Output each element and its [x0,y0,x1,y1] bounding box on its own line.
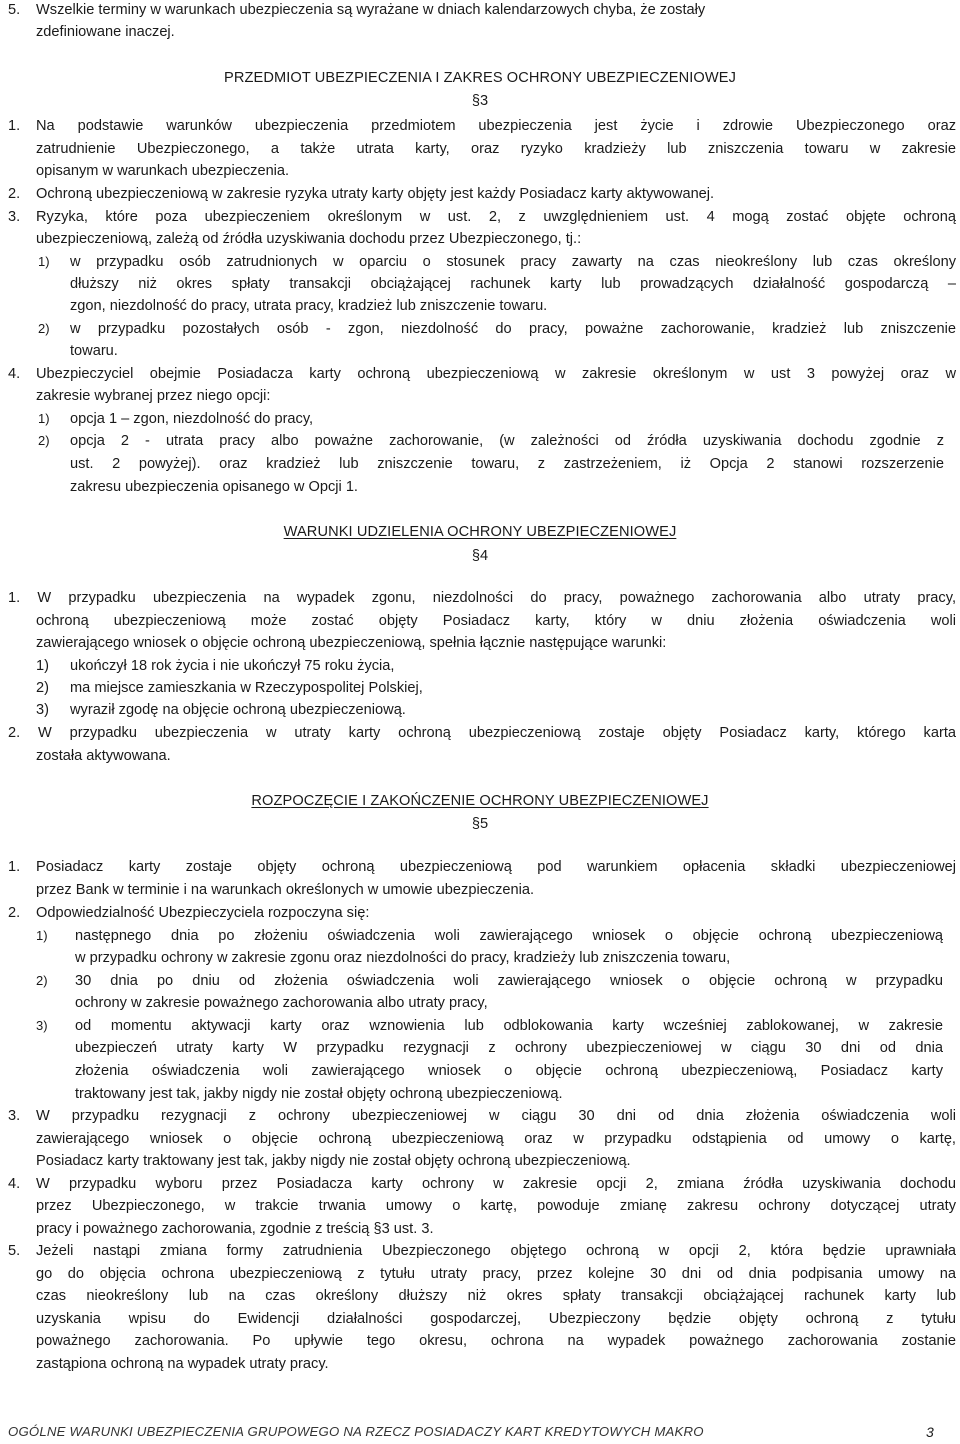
paragraph-line: traktowany jest tak, jakby nigdy nie został objęty ochroną ubezpieczeniową. [75,1086,563,1102]
section-heading: ROZPOCZĘCIE I ZAKOŃCZENIE OCHRONY UBEZPIECZENIOWEJ [251,793,709,809]
sublist-number: 1) [36,928,48,943]
paragraph-line: Ryzyka, które poza ubezpieczeniem określonym w ust. 2, z uwzględnieniem ust. 4 mogą zostać objęte ochroną [36,209,956,225]
paragraph-line: przez Ubezpieczonego, w trakcie trwania umowy o kartę, powoduje zmianę zakresu ochrony dotyczącej utraty [36,1198,956,1214]
paragraph-line: poważnego zachorowania. Po upływie tego okresu, ochrona na wypadek poważnego zachorowania zostanie [36,1333,956,1349]
paragraph-line: go do objęcia ochrona ubezpieczeniową z tytułu utraty pracy, przez kolejne 30 dni od dnia podpisania umowy na [36,1266,956,1282]
list-number: 5. [8,1243,21,1259]
paragraph-line: ochrony w zakresie poważnego zachorowania albo utraty pracy, [75,995,488,1011]
sublist-number: 2) [36,680,49,696]
list-number: 5. [8,2,21,18]
paragraph-line: opcja 2 - utrata pracy albo poważne zachorowanie, (w zależności od źródła uzyskiwania dochodu zgodnie z [70,433,944,449]
paragraph-line: Odpowiedzialność Ubezpieczyciela rozpoczyna się: [36,905,370,921]
list-number: 3. [8,1108,21,1124]
section-number: §3 [471,93,489,109]
paragraph-line: pracy i poważnego zachorowania, zgodnie z treścią §3 ust. 3. [36,1221,434,1237]
list-number: 3. [8,209,21,225]
paragraph-line: towaru. [70,343,118,359]
paragraph-line: opcja 1 – zgon, niezdolność do pracy, [70,411,314,427]
page-footer: OGÓLNE WARUNKI UBEZPIECZENIA GRUPOWEGO NA RZECZ POSIADACZY KART KREDYTOWYCH MAKRO [8,1424,704,1439]
paragraph-line: W przypadku rezygnacji z ochrony ubezpieczeniowej w ciągu 30 dni od dnia złożenia oświadczenia woli [36,1108,956,1124]
paragraph-line: w przypadku ochrony w zakresie zgonu oraz niezdolności do pracy, kradzieży lub zniszczenia towaru, [75,950,731,966]
paragraph-line: Posiadacz karty traktowany jest tak, jakby nigdy nie został objęty ochroną ubezpieczeniową. [36,1153,631,1169]
text: Wszelkie terminy w warunkach ubezpieczenia są wyrażane w dniach kalendarzowych chyba, że zostały [36,2,706,18]
page-number: 3 [926,1424,934,1440]
paragraph-line: ubezpieczeń utraty karty W przypadku rezygnacji z ochrony ubezpieczeniowej w ciągu 30 dni od dnia [75,1040,943,1056]
paragraph-line: zakresie wybranej przez niego opcji: [36,388,271,404]
paragraph-line: czas nieokreślony lub na czas określony dłuższy niż okres spłaty transakcji obciążającej rachunek karty lub [36,1288,956,1304]
paragraph-line: od momentu aktywacji karty oraz wznowienia lub odblokowania karty wcześniej zablokowanej, w zakresie [75,1018,943,1034]
paragraph-line: 2. W przypadku ubezpieczenia w utraty karty ochroną ubezpieczeniową zostaje objęty Posiadacz karty, którego karta [8,725,956,741]
list-number: 4. [8,1176,21,1192]
paragraph-line: w przypadku pozostałych osób - zgon, niezdolność do pracy, poważne zachorowanie, kradzież lub zniszczenie [70,321,956,337]
paragraph-line: zastąpiona ochroną na wypadek utraty pracy. [36,1356,329,1372]
sublist-number: 2) [38,433,50,448]
section-heading: PRZEDMIOT UBEZPIECZENIA I ZAKRES OCHRONY UBEZPIECZENIOWEJ [224,70,736,86]
list-number: 2. [8,905,21,921]
paragraph-line: zdefiniowane inaczej. [36,24,175,40]
paragraph-line: Jeżeli nastąpi zmiana formy zatrudnienia Ubezpieczonego objętego ochroną w opcji 2, która będzie uprawniała [36,1243,956,1259]
paragraph-line: ust. 2 powyżej). oraz kradzież lub zniszczenie towaru, z zastrzeżeniem, iż Opcja 2 stanowi rozszerzenie [70,456,944,472]
paragraph-line: uzyskania wpisu do Ewidencji działalności gospodarczej, Ubezpieczony będzie objęty ochroną z tytułu [36,1311,956,1327]
paragraph-line: wyraził zgodę na objęcie ochroną ubezpieczeniową. [70,702,406,718]
paragraph-line [36,0,956,20]
paragraph-line: ubezpieczeniową, zależą od źródła uzyskiwania dochodu przez Ubezpieczonego, tj.: [36,231,582,247]
paragraph-line: 30 dnia po dniu od złożenia oświadczenia woli zawierającego wniosek o objęcie ochroną w przypadku [75,973,943,989]
paragraph-line: 1. W przypadku ubezpieczenia na wypadek zgonu, niezdolności do pracy, poważnego zachorowania albo utraty pracy, [8,590,956,606]
paragraph-line: złożenia oświadczenia woli zawierającego wniosek o objęcie ochroną ubezpieczeniową, Posiadacz karty [75,1063,943,1079]
sublist-number: 2) [36,973,48,988]
paragraph-line: zawierającego wniosek o objęcie ochroną ubezpieczeniową, spełnia łącznie następujące warunki: [36,635,667,651]
paragraph-line: następnego dnia po złożeniu oświadczenia woli zawierającego wniosek o objęcie ochroną ubezpieczeniową [75,928,943,944]
list-number: 1. [8,859,21,875]
paragraph-line: ochroną ubezpieczeniową może zostać objęty Posiadacz karty, który w dniu złożenia oświadczenia woli [36,613,956,629]
list-number: 1. [8,118,21,134]
paragraph-line: zatrudnienie Ubezpieczonego, a także utrata karty, oraz ryzyko kradzieży lub zniszczenia towaru w zakresie [36,141,956,157]
paragraph-line: zawierającego wniosek o objęcie ochroną ubezpieczeniową oraz w przypadku odstąpienia od umowy o kartę, [36,1131,956,1147]
sublist-number: 1) [38,411,50,426]
paragraph-line: dłuższy niż okres spłaty transakcji obciążającej rachunek karty lub prowadzących działalność gospodarczą – [70,276,956,292]
paragraph-line: Ochroną ubezpieczeniową w zakresie ryzyka utraty karty objęty jest każdy Posiadacz karty aktywowanej. [36,186,715,202]
paragraph-line: W przypadku wyboru przez Posiadacza karty ochrony w zakresie opcji 2, zmiana źródła uzyskiwania dochodu [36,1176,956,1192]
paragraph-line: Ubezpieczyciel obejmie Posiadacza karty ochroną ubezpieczeniową w zakresie określonym w ust 3 powyżej oraz w [36,366,956,382]
section-heading: WARUNKI UDZIELENIA OCHRONY UBEZPIECZENIOWEJ [283,524,677,540]
paragraph-line: ukończył 18 rok życia i nie ukończył 75 roku życia, [70,658,395,674]
paragraph-line: opisanym w warunkach ubezpieczenia. [36,163,290,179]
sublist-number: 3) [36,1018,48,1033]
sublist-number: 1) [38,254,50,269]
list-number: 2. [8,186,21,202]
sublist-number: 1) [36,658,49,674]
paragraph-line: przez Bank w terminie i na warunkach określonych w umowie ubezpieczenia. [36,882,535,898]
section-number: §4 [471,548,489,564]
paragraph-line: Posiadacz karty zostaje objęty ochroną ubezpieczeniową pod warunkiem opłacenia składki ubezpieczeniowej [36,859,956,875]
paragraph-line: Na podstawie warunków ubezpieczenia przedmiotem ubezpieczenia jest życie i zdrowie Ubezpieczonego oraz [36,118,956,134]
section-number: §5 [471,816,489,832]
paragraph-line: została aktywowana. [36,748,171,764]
paragraph-line: ma miejsce zamieszkania w Rzeczypospolitej Polskiej, [70,680,423,696]
paragraph-line: zakresu ubezpieczenia opisanego w Opcji 1. [70,479,358,495]
paragraph-line: zgon, niezdolność do pracy, utrata pracy, kradzież lub zniszczenie towaru. [70,298,548,314]
sublist-number: 3) [36,702,49,718]
paragraph-line: w przypadku osób zatrudnionych w oparciu o stosunek pracy zawarty na czas nieokreślony lub czas określony [70,254,956,270]
sublist-number: 2) [38,321,50,336]
list-number: 4. [8,366,21,382]
